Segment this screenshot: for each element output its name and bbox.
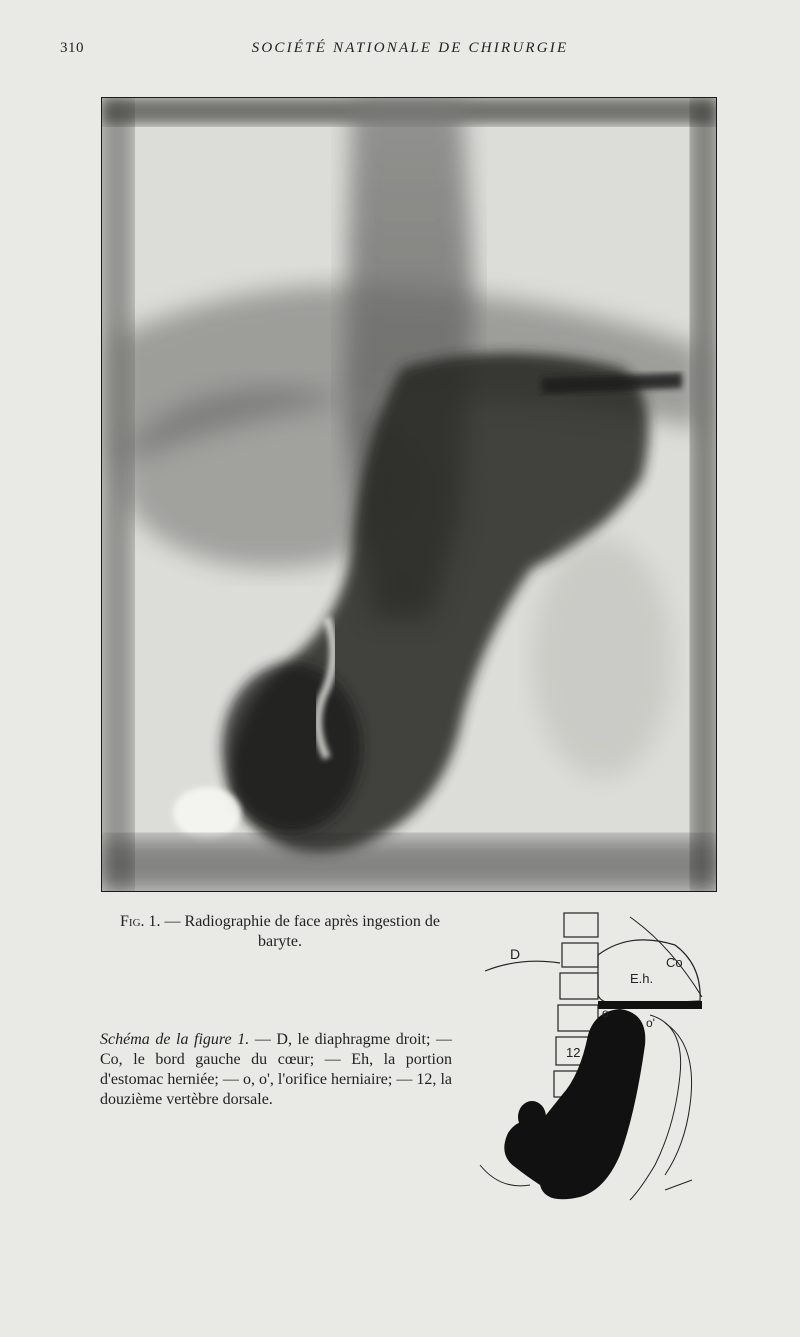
running-title: SOCIÉTÉ NATIONALE DE CHIRURGIE bbox=[251, 40, 569, 56]
schema-diagram bbox=[470, 905, 720, 1235]
radiograph-figure bbox=[101, 97, 717, 892]
schema-legend bbox=[100, 1030, 452, 1110]
label-o-left: o bbox=[602, 1006, 609, 1020]
label-co: Co bbox=[666, 955, 683, 970]
schema-legend-lead: Schéma de la figure 1. bbox=[100, 1031, 250, 1048]
radiograph-image bbox=[102, 98, 716, 891]
schema-legend-text: — D, le diaphragme droit; — Co, le bord gauche du cœur; — Eh, la portion d'estomac herniée; — o, o', l'orifice herniaire; — 12, la douzième vertèbre dorsale. bbox=[100, 1031, 453, 1108]
figure-caption bbox=[110, 912, 450, 952]
label-eh: E.h. bbox=[630, 971, 654, 986]
figure-caption-text: — Radiographie de face après ingestion de baryte. bbox=[164, 913, 440, 950]
figure-label: Fig. 1. bbox=[120, 913, 161, 930]
label-vertebra-12: 12 bbox=[566, 1045, 581, 1060]
label-d: D bbox=[510, 946, 521, 962]
label-o-right: o' bbox=[646, 1016, 655, 1030]
page-number: 310 bbox=[60, 40, 84, 56]
